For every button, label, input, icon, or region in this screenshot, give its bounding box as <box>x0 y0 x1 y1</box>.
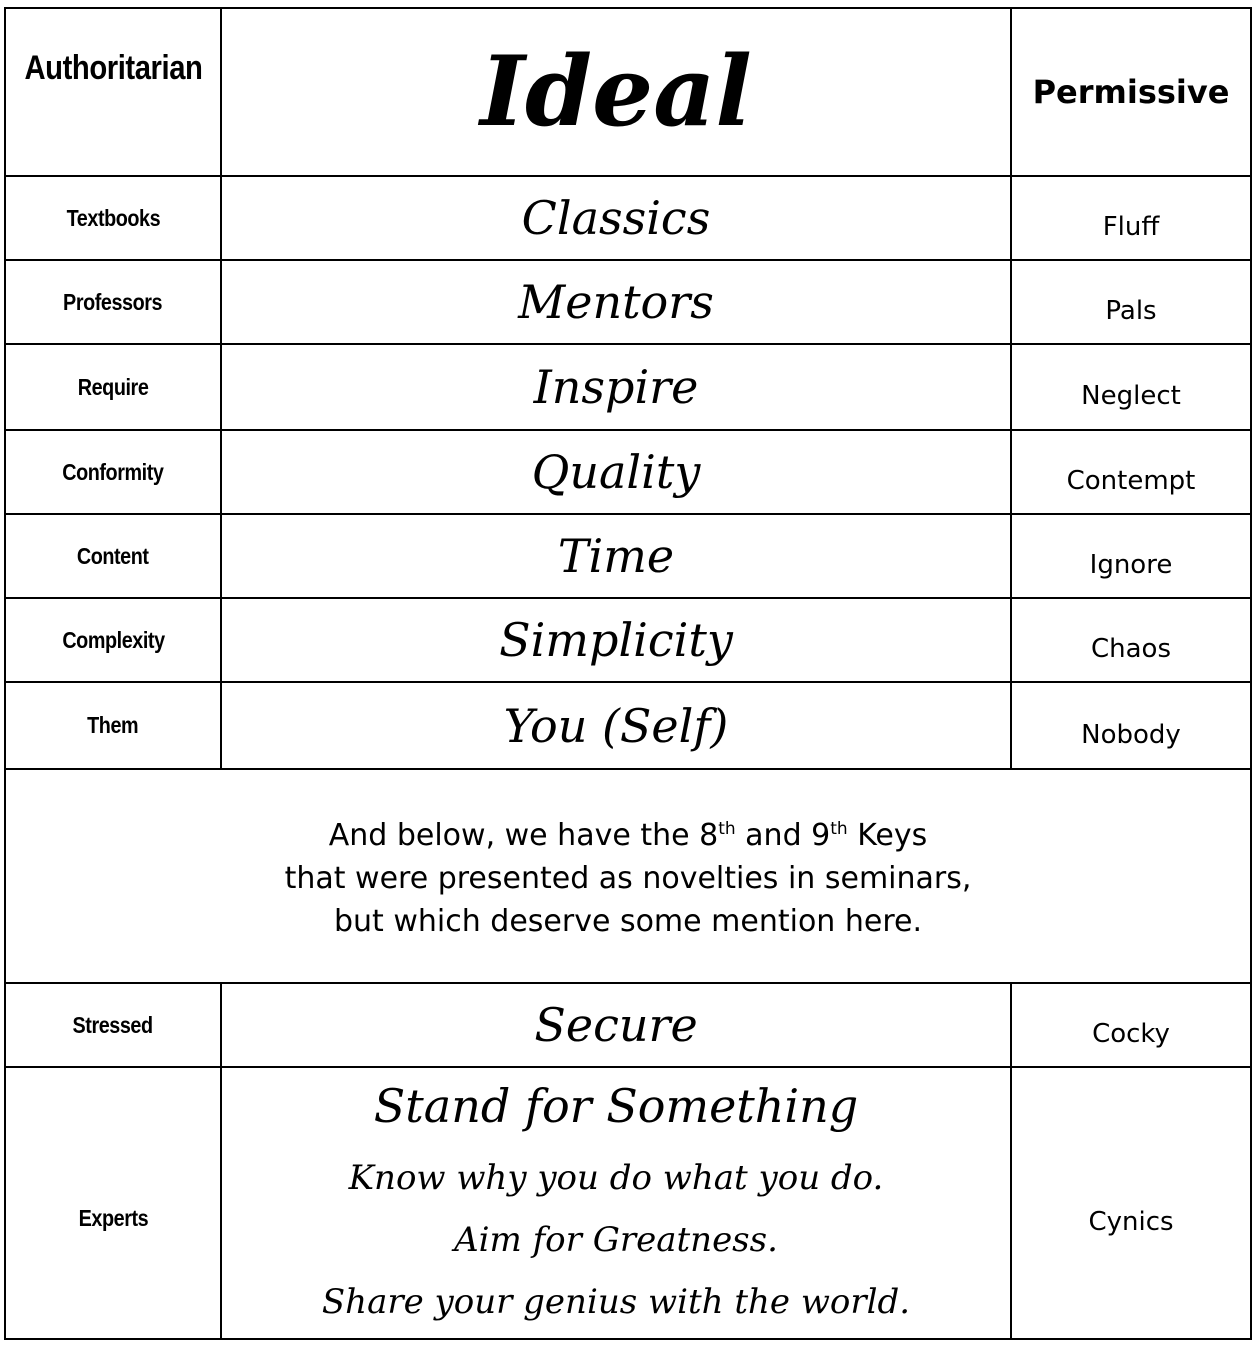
middle-cell <box>221 514 1011 598</box>
ideal-term: Classics <box>521 191 711 245</box>
left-term: Experts <box>78 1204 148 1231</box>
ideal-term: Quality <box>531 445 701 499</box>
middle-cell <box>221 430 1011 514</box>
ideal-term: Simplicity <box>499 613 733 667</box>
note-part-1: And below, we have the 8 <box>328 817 719 853</box>
right-cell <box>1011 1067 1251 1339</box>
right-term: Contempt <box>1066 466 1196 496</box>
header-right-cell <box>1011 8 1251 176</box>
left-cell <box>5 430 221 514</box>
ideal-sub-line: Know why you do what you do. <box>348 1158 884 1198</box>
right-cell <box>1011 598 1251 682</box>
right-cell <box>1011 514 1251 598</box>
table-row <box>5 598 1251 682</box>
table-row <box>5 514 1251 598</box>
right-cell <box>1011 176 1251 260</box>
note-part-3: Keys <box>847 817 928 853</box>
ideal-sub-line: Aim for Greatness. <box>454 1220 778 1260</box>
note-part-2: and 9 <box>735 817 831 853</box>
left-cell <box>5 344 221 430</box>
left-term: Conformity <box>62 458 164 485</box>
left-term: Them <box>87 712 139 738</box>
middle-cell <box>221 598 1011 682</box>
table-row <box>5 682 1251 769</box>
left-cell <box>5 682 221 769</box>
header-ideal: Ideal <box>480 35 752 148</box>
table-row <box>5 260 1251 344</box>
right-cell <box>1011 682 1251 769</box>
right-term: Cocky <box>1092 1019 1170 1049</box>
middle-cell <box>221 682 1011 769</box>
middle-cell <box>221 176 1011 260</box>
ideal-sub-line: Share your genius with the world. <box>321 1282 911 1322</box>
keys-table <box>4 7 1252 1340</box>
header-authoritarian: Authoritarian <box>24 49 202 87</box>
right-term: Nobody <box>1081 719 1181 750</box>
table-row <box>5 430 1251 514</box>
right-term: Pals <box>1105 296 1157 326</box>
left-term: Professors <box>63 288 163 315</box>
left-term: Complexity <box>61 626 165 653</box>
left-cell <box>5 983 221 1067</box>
left-term: Require <box>77 373 149 400</box>
ideal-term: Secure <box>534 998 698 1052</box>
ideal-term: Time <box>557 529 675 583</box>
middle-cell <box>221 344 1011 430</box>
note-line-2: that were presented as novelties in seminars, <box>284 860 972 896</box>
right-term: Fluff <box>1102 212 1160 242</box>
right-term: Chaos <box>1090 634 1172 664</box>
left-cell <box>5 176 221 260</box>
left-term: Textbooks <box>66 204 160 231</box>
note-line-1 <box>6 814 1250 857</box>
right-cell <box>1011 430 1251 514</box>
note-row <box>5 769 1251 983</box>
note-text <box>6 810 1250 943</box>
right-term: Cynics <box>1088 1207 1174 1237</box>
ideal-term: Mentors <box>518 275 714 329</box>
header-permissive: Permissive <box>1032 73 1230 111</box>
ideal-sub-lines <box>222 1147 1010 1333</box>
right-term: Ignore <box>1089 550 1173 580</box>
middle-cell <box>221 260 1011 344</box>
note-cell <box>5 769 1251 983</box>
note-line-3: but which deserve some mention here. <box>334 903 922 939</box>
left-term: Stressed <box>72 1011 154 1038</box>
header-left-cell <box>5 8 221 176</box>
right-cell <box>1011 344 1251 430</box>
table-row <box>5 344 1251 430</box>
left-cell <box>5 598 221 682</box>
header-row <box>5 8 1251 176</box>
middle-cell <box>221 1067 1011 1339</box>
note-sup-1: th <box>718 818 736 839</box>
header-middle-cell <box>221 8 1011 176</box>
ideal-term: Inspire <box>533 360 699 414</box>
ideal-term: Stand for Something <box>373 1079 859 1133</box>
note-sup-2: th <box>830 818 848 839</box>
middle-cell <box>221 983 1011 1067</box>
left-cell <box>5 260 221 344</box>
right-cell <box>1011 260 1251 344</box>
ideal-term: You (Self) <box>503 698 729 753</box>
left-cell <box>5 1067 221 1339</box>
left-term: Content <box>77 542 149 569</box>
right-term: Neglect <box>1081 381 1181 411</box>
table-row <box>5 983 1251 1067</box>
table-row <box>5 1067 1251 1339</box>
table-row <box>5 176 1251 260</box>
left-cell <box>5 514 221 598</box>
right-cell <box>1011 983 1251 1067</box>
